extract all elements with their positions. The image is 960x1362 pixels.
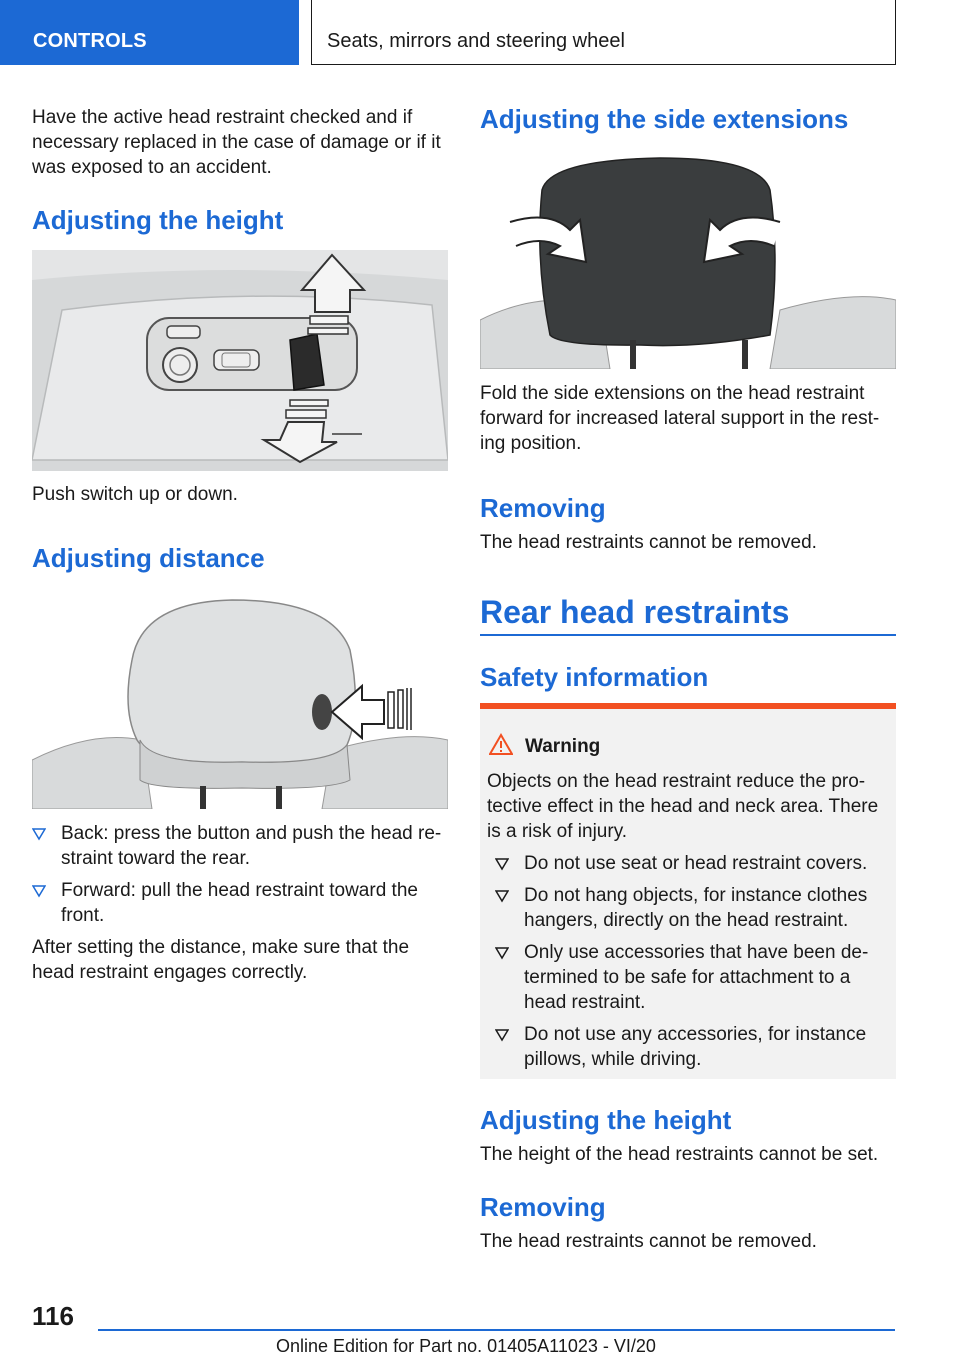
heading-adjusting-height: Adjusting the height — [32, 205, 284, 235]
section-title: CONTROLS — [33, 30, 147, 52]
side-extensions-illustration — [480, 150, 896, 369]
removing-text: The head restraints cannot be removed. — [480, 532, 817, 553]
list-item: Do not use any accessories, for instance pillows, while driving. — [495, 1022, 890, 1072]
list-item: Only use accessories that have been de‐termined to be safe for attachment to a head restraint. — [495, 940, 890, 1015]
warning-triangle-icon — [489, 733, 513, 755]
list-item: Back: press the button and push the head re‐straint toward the rear. — [32, 821, 448, 871]
chapter-tab — [311, 0, 896, 65]
heading-side-extensions: Adjusting the side extensions — [480, 104, 849, 134]
triangle-bullet-icon — [495, 853, 509, 873]
list-item: Do not use seat or head restraint covers. — [495, 851, 890, 876]
height-instruction: Push switch up or down. — [32, 484, 238, 505]
list-item: Forward: pull the head restraint toward the front. — [32, 878, 448, 928]
side-extensions-text: Fold the side extensions on the head restraint forward for increased lateral support in the rest‐ing position. — [480, 383, 880, 454]
rear-height-text: The height of the head restraints cannot be set. — [480, 1144, 879, 1165]
section-rule — [480, 634, 896, 636]
warning-box — [480, 703, 896, 1079]
footer-rule — [98, 1329, 895, 1331]
heading-rear-adjusting-height: Adjusting the height — [480, 1105, 732, 1135]
list-item: Do not hang objects, for instance clothes hangers, directly on the head restraint. — [495, 883, 890, 933]
warning-title: Warning — [525, 736, 601, 757]
head-restraint-distance-illustration — [32, 590, 448, 809]
heading-adjusting-distance: Adjusting distance — [32, 543, 265, 573]
warning-list — [495, 851, 890, 1079]
chapter-title: Seats, mirrors and steering wheel — [327, 30, 625, 52]
triangle-bullet-icon — [495, 1024, 509, 1044]
rear-removing-text: The head restraints cannot be removed. — [480, 1231, 817, 1252]
distance-note: After setting the distance, make sure that the head restraint engages correctly. — [32, 937, 410, 983]
triangle-bullet-icon — [32, 880, 46, 900]
heading-safety-information: Safety information — [480, 662, 709, 692]
triangle-bullet-icon — [495, 942, 509, 962]
heading-removing: Removing — [480, 493, 606, 523]
triangle-bullet-icon — [495, 885, 509, 905]
seat-switch-illustration — [32, 250, 448, 471]
edition-text: Online Edition for Part no. 01405A11023 - VI/20 — [276, 1336, 656, 1356]
triangle-bullet-icon — [32, 823, 46, 843]
warning-text: Objects on the head restraint reduce the pro‐tective effect in the head and neck area. There is a risk of injury. — [487, 771, 879, 842]
section-tab — [0, 0, 299, 65]
heading-rear-head-restraints: Rear head restraints — [480, 594, 790, 630]
intro-paragraph: Have the active head restraint checked and if necessary replaced in the case of damage or if it was exposed to an accident. — [32, 107, 441, 178]
distance-list — [32, 821, 448, 935]
page-number: 116 — [32, 1301, 74, 1331]
heading-rear-removing: Removing — [480, 1192, 606, 1222]
